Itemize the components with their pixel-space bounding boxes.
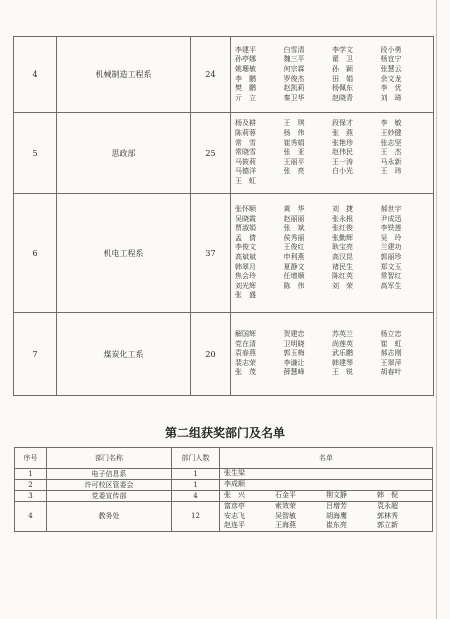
table-row <box>14 194 434 313</box>
person-name: 高军生 <box>380 281 402 290</box>
person-name: 余文龙 <box>380 74 402 83</box>
page-binding-line <box>436 0 437 619</box>
person-name: 耿宝亮 <box>332 243 353 252</box>
person-name: 申利燕 <box>283 253 305 261</box>
person-name: 吴智敏 <box>275 511 296 520</box>
member-count: 24 <box>191 37 231 113</box>
person-name: 白雪清 <box>283 45 305 54</box>
row-number: 5 <box>14 113 57 194</box>
header-dept: 部门名称 <box>47 448 172 469</box>
department-name: 电子信息系 <box>47 469 172 480</box>
person-name: 张怀顺 <box>235 205 256 214</box>
row-number: 7 <box>14 313 57 396</box>
person-name: 崔 虹 <box>380 339 402 348</box>
person-name: 田 娟 <box>332 74 353 83</box>
person-name: 姚珊敏 <box>235 64 256 73</box>
person-name: 王 锐 <box>332 368 353 377</box>
name-list-cell <box>220 502 433 532</box>
person-name: 陈莉蓉 <box>235 129 256 138</box>
person-name: 亓 立 <box>235 93 256 102</box>
name-grid <box>235 119 429 186</box>
person-name: 赵凯莉 <box>283 84 305 93</box>
person-name: 翟 卫 <box>332 55 353 64</box>
header-count: 部门人数 <box>172 448 220 469</box>
table-row <box>15 480 433 491</box>
person-name: 高汉昆 <box>332 253 353 261</box>
department-name: 教务处 <box>47 502 172 532</box>
member-count: 12 <box>172 502 220 532</box>
person-name: 张 茂 <box>235 368 256 377</box>
person-name: 兰建功 <box>380 243 402 252</box>
department-name: 党委宣传部 <box>47 491 172 502</box>
person-name: 裴志荣 <box>235 358 256 367</box>
person-name: 解国辉 <box>235 330 256 339</box>
person-name: 胡海鹰 <box>326 511 347 520</box>
person-name: 苏英兰 <box>332 330 353 339</box>
table-row <box>14 37 434 113</box>
name-grid <box>235 46 429 104</box>
person-name: 王翠萍 <box>380 358 402 367</box>
member-count: 37 <box>191 194 231 313</box>
person-name: 尹成迅 <box>380 214 402 223</box>
person-name: 段小勇 <box>380 45 402 54</box>
name-grid <box>224 491 428 501</box>
person-name: 张生梁 <box>224 469 245 478</box>
person-name: 刘 荣 <box>332 281 353 290</box>
table-row <box>14 313 434 396</box>
person-name: 薛慧峰 <box>283 368 305 377</box>
person-name: 夏静文 <box>283 262 305 271</box>
person-name: 吴 玲 <box>380 233 402 242</box>
person-name: 崔东亮 <box>326 521 347 530</box>
row-number: 4 <box>14 37 57 113</box>
person-name: 孙亭娜 <box>235 55 256 64</box>
person-name: 常智红 <box>380 272 402 281</box>
person-name: 马德洋 <box>235 167 256 176</box>
person-name: 赵伟民 <box>332 148 353 157</box>
header-names: 名单 <box>220 448 433 469</box>
person-name: 李 优 <box>380 84 402 93</box>
member-count: 1 <box>172 469 220 480</box>
person-name: 王 琪 <box>283 119 305 128</box>
person-name: 索效荣 <box>275 502 296 510</box>
person-name: 郝志刚 <box>380 349 402 358</box>
person-name: 李建平 <box>235 45 256 54</box>
person-name: 秦卫华 <box>283 93 305 102</box>
table-row <box>15 491 433 502</box>
person-name: 尚莲英 <box>332 339 353 348</box>
person-name: 李 鹏 <box>235 74 256 83</box>
person-name: 韩 倪 <box>377 491 398 500</box>
table-header-row <box>15 448 433 469</box>
name-grid <box>224 502 428 531</box>
person-name: 吕增芳 <box>326 502 347 510</box>
person-name: 白小光 <box>332 167 353 176</box>
person-name: 张 燕 <box>332 129 353 138</box>
person-name: 贾淑娟 <box>235 224 256 233</box>
person-name: 赵丽丽 <box>283 214 305 223</box>
person-name: 孙 颖 <box>332 64 353 73</box>
person-name: 韩翠月 <box>235 262 256 271</box>
member-count: 20 <box>191 313 231 396</box>
person-name: 张永根 <box>332 214 353 223</box>
person-name: 张 盛 <box>235 291 256 300</box>
table-row <box>15 502 433 532</box>
person-name: 胡春叶 <box>380 368 402 377</box>
person-name: 杨立忠 <box>380 330 402 339</box>
person-name: 高斌斌 <box>235 253 256 261</box>
person-name: 马永新 <box>380 157 402 166</box>
person-name: 安志飞 <box>224 511 245 520</box>
person-name: 吴晓霞 <box>235 214 256 223</box>
person-name: 张 斌 <box>283 224 305 233</box>
department-name: 机械制造工程系 <box>57 37 191 113</box>
person-name: 焦会玲 <box>235 272 256 281</box>
person-name: 杨 伟 <box>283 129 305 138</box>
person-name: 郭林秀 <box>377 511 398 520</box>
person-name: 王海燕 <box>275 521 296 530</box>
person-name: 王 虹 <box>235 176 256 185</box>
person-name: 杨佩东 <box>332 84 353 93</box>
person-name: 武乐鹏 <box>332 349 353 358</box>
header-no: 序号 <box>15 448 47 469</box>
person-name: 罗俊杰 <box>283 74 305 83</box>
person-name: 张艳珍 <box>332 138 353 147</box>
person-name: 张 亮 <box>283 167 305 176</box>
person-name: 侯秀丽 <box>283 233 305 242</box>
name-grid <box>224 480 428 490</box>
person-name: 杨宜宁 <box>380 55 402 64</box>
person-name: 陈 伟 <box>283 281 305 290</box>
row-number: 4 <box>15 502 47 532</box>
name-list-cell <box>220 469 433 480</box>
name-grid <box>235 205 429 301</box>
name-list-cell <box>231 313 434 396</box>
award-table-group2 <box>14 447 433 532</box>
person-name: 张志坚 <box>380 138 402 147</box>
person-name: 马筱莉 <box>235 157 256 166</box>
row-number: 3 <box>15 491 47 502</box>
person-name: 袁永超 <box>377 502 398 510</box>
name-list-cell <box>231 113 434 194</box>
table-row <box>15 469 433 480</box>
table-row <box>14 113 434 194</box>
person-name: 王妙健 <box>380 129 402 138</box>
person-name: 刘 琦 <box>380 93 402 102</box>
person-name: 褚民生 <box>332 262 353 271</box>
person-name: 崔秀娟 <box>283 138 305 147</box>
person-name: 李学文 <box>332 45 353 54</box>
person-name: 张 兴 <box>224 491 245 500</box>
person-name: 石金平 <box>275 491 296 500</box>
person-name: 郭丽珍 <box>380 253 402 261</box>
row-number: 2 <box>15 480 47 491</box>
person-name: 李铁莲 <box>380 224 402 233</box>
person-name: 陈红英 <box>332 272 353 281</box>
person-name: 王 杰 <box>380 148 402 157</box>
person-name: 段保才 <box>332 119 353 128</box>
name-list-cell <box>231 194 434 313</box>
person-name: 郝世宇 <box>380 205 402 214</box>
person-name: 任增顺 <box>283 272 305 281</box>
name-grid <box>235 330 429 378</box>
member-count: 25 <box>191 113 231 194</box>
person-name: 魏三平 <box>283 55 305 64</box>
person-name: 孟 倩 <box>235 233 256 242</box>
name-list-cell <box>220 480 433 491</box>
person-name: 张勤辉 <box>332 233 353 242</box>
person-name: 黄 华 <box>283 205 305 214</box>
person-name: 李谦让 <box>283 358 305 367</box>
person-name: 郑文玉 <box>380 262 402 271</box>
person-name: 刘光辉 <box>235 281 256 290</box>
person-name: 刘 捷 <box>332 205 353 214</box>
person-name: 何宗霖 <box>283 64 305 73</box>
name-grid <box>224 469 428 479</box>
person-name: 常晓雪 <box>235 148 256 157</box>
person-name: 贺建忠 <box>283 330 305 339</box>
person-name: 樊 鹏 <box>235 84 256 93</box>
person-name: 党在清 <box>235 339 256 348</box>
person-name: 王丽平 <box>283 157 305 166</box>
person-name: 富彦亭 <box>224 502 245 510</box>
member-count: 4 <box>172 491 220 502</box>
row-number: 1 <box>15 469 47 480</box>
name-list-cell <box>231 37 434 113</box>
award-table-group1-continued <box>13 36 434 396</box>
person-name: 卫明晓 <box>283 339 305 348</box>
person-name: 李俊文 <box>235 243 256 252</box>
person-name: 李成顺 <box>224 480 245 489</box>
department-name: 机电工程系 <box>57 194 191 313</box>
row-number: 6 <box>14 194 57 313</box>
person-name: 韩建琴 <box>332 358 353 367</box>
person-name: 常 雪 <box>235 138 256 147</box>
person-name: 赵连平 <box>224 521 245 530</box>
person-name: 王俊红 <box>283 243 305 252</box>
person-name: 赵晓青 <box>332 93 353 102</box>
person-name: 袁春燕 <box>235 349 256 358</box>
person-name: 荆文静 <box>326 491 347 500</box>
member-count: 1 <box>172 480 220 491</box>
person-name: 张慧云 <box>380 64 402 73</box>
section-title: 第二组获奖部门及名单 <box>164 426 285 440</box>
department-name: 许可校区管委会 <box>47 480 172 491</box>
person-name: 杨及耕 <box>235 119 256 128</box>
name-list-cell <box>220 491 433 502</box>
person-name: 张红俊 <box>332 224 353 233</box>
department-name: 煤炭化工系 <box>57 313 191 396</box>
person-name: 郭立新 <box>377 521 398 530</box>
person-name: 李 敏 <box>380 119 402 128</box>
person-name: 郭玉梅 <box>283 349 305 358</box>
person-name: 王 玮 <box>380 167 402 176</box>
person-name: 张 亚 <box>283 148 305 157</box>
person-name: 王一涛 <box>332 157 353 166</box>
department-name: 思政部 <box>57 113 191 194</box>
